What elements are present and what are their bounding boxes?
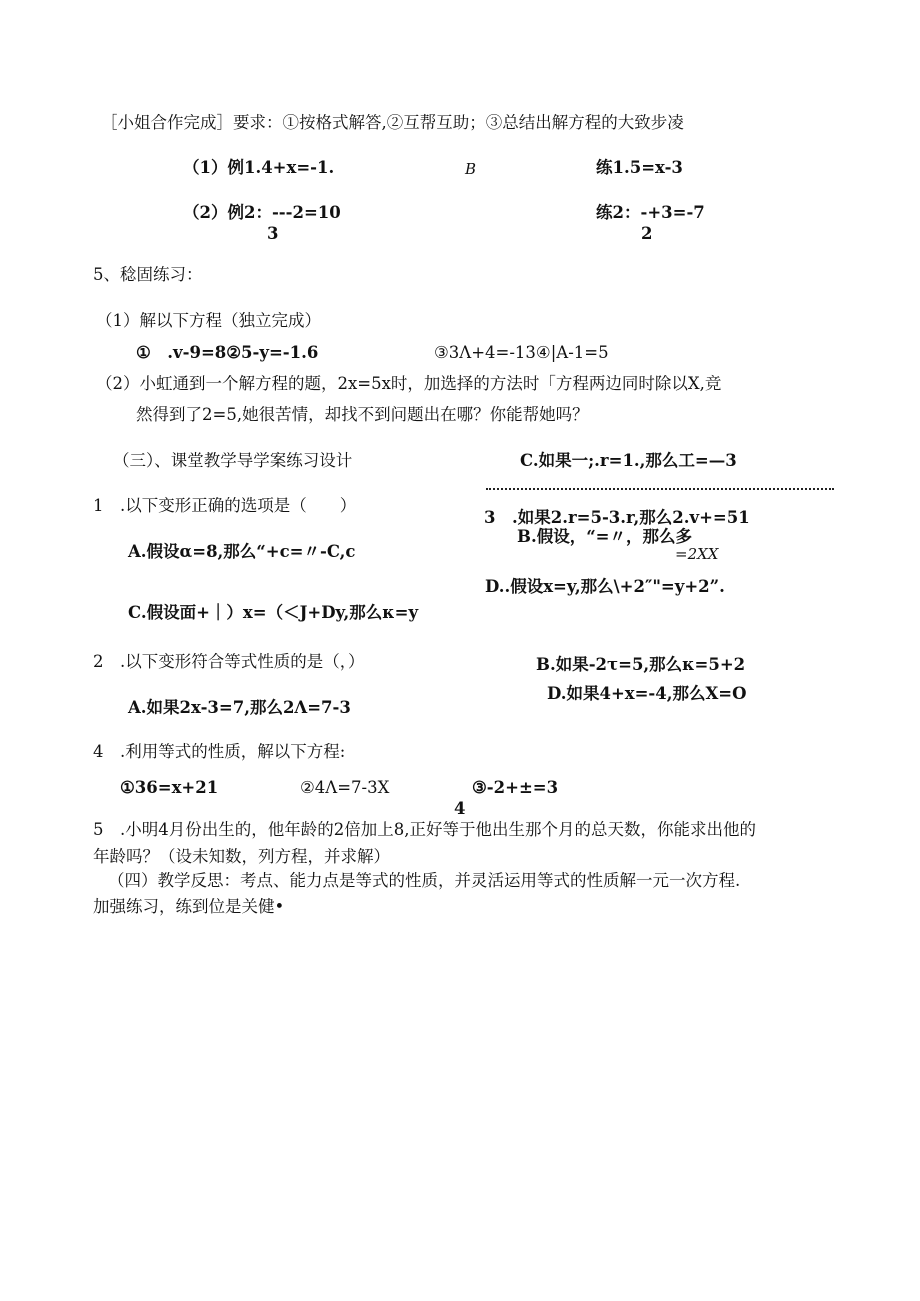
- q5-line-1: 5 .小明4月份出生的，他年龄的2倍加上8,正好等于他出生那个月的总天数，你能求出他的: [93, 820, 756, 839]
- reflection-line-1: （四）教学反思：考点、能力点是等式的性质，并灵活运用等式的性质解一元一次方程.: [108, 871, 741, 890]
- q5-line-2: 年龄吗？（设未知数，列方程，并求解）: [93, 847, 390, 866]
- example-2: （2）例2：---2=10: [183, 203, 341, 222]
- q1-stem: 1 .以下变形正确的选项是（ ）: [93, 496, 357, 515]
- reflection-line-2: 加强练习，练到位是关健•: [93, 897, 285, 916]
- dotted-divider: [486, 488, 834, 490]
- q4-equation-3-denominator: 4: [454, 799, 466, 818]
- q2-option-d: D.如果4+x=-4,那么X=O: [547, 684, 747, 703]
- q2-option-a: A.如果2x-3=7,那么2Λ=7-3: [128, 698, 351, 717]
- s5-question-1-equations-a: ① .v-9=8②5-y=-1.6: [136, 343, 319, 362]
- example-1: （1）例1.4+x=-1.: [183, 158, 335, 177]
- practice-1: 练1.5=x-3: [596, 158, 683, 177]
- practice-2-denominator: 2: [641, 224, 653, 243]
- q4-equation-2: ②4Λ=7-3X: [300, 778, 390, 797]
- q4-equation-1: ①36=x+21: [120, 778, 219, 797]
- q4-stem: 4 .利用等式的性质，解以下方程:: [93, 742, 346, 761]
- q4-equation-3: ③-2+±=3: [472, 778, 559, 797]
- section-3-title: （三）、课堂教学导学案练习设计: [113, 451, 353, 470]
- s5-question-1: （1）解以下方程（独立完成）: [96, 311, 321, 330]
- q2-option-b: B.如果-2τ=5,那么κ=5+2: [536, 655, 746, 674]
- s5-question-2-line-2: 然得到了2=5,她很苦情，却找不到问题出在哪？你能帮她吗？: [136, 405, 589, 424]
- q1-option-b-subscript: =2XX: [675, 545, 719, 563]
- q1-option-a: A.假设α=8,那么“+c=〃-C,c: [128, 542, 356, 561]
- q3-stem: 3 .如果2.r=5-3.r,那么2.v+=51: [484, 508, 750, 527]
- practice-2: 练2：-+3=-7: [596, 203, 705, 222]
- example-2-denominator: 3: [267, 224, 279, 243]
- stray-mark-b: B: [465, 160, 477, 178]
- s5-question-1-equations-b: ③3Λ+4=-13④|A-1=5: [434, 343, 609, 362]
- q1-option-c: C.如果一;.r=1.,那么工=—3: [520, 451, 737, 470]
- q1-option-c-variant: C.假设面+｜）x=（＜J+Dy,那么κ=y: [128, 603, 419, 622]
- q2-stem: 2 .以下变形符合等式性质的是（，）: [93, 652, 365, 671]
- s5-question-2-line-1: （2）小虹通到一个解方程的题，2x=5x时，加选择的方法时「方程两边同时除以X,竞: [96, 374, 722, 393]
- section-5-title: 5、稔固练习：: [93, 265, 203, 284]
- q1-option-b: B.假设，“=〃，那么多: [517, 527, 693, 546]
- group-task-instruction: ［小姐合作完成］要求：①按格式解答,②互帮互助；③总结出解方程的大致步凌: [101, 113, 684, 132]
- q1-option-d: D..假设x=y,那么\+2″"=y+2”.: [485, 577, 725, 596]
